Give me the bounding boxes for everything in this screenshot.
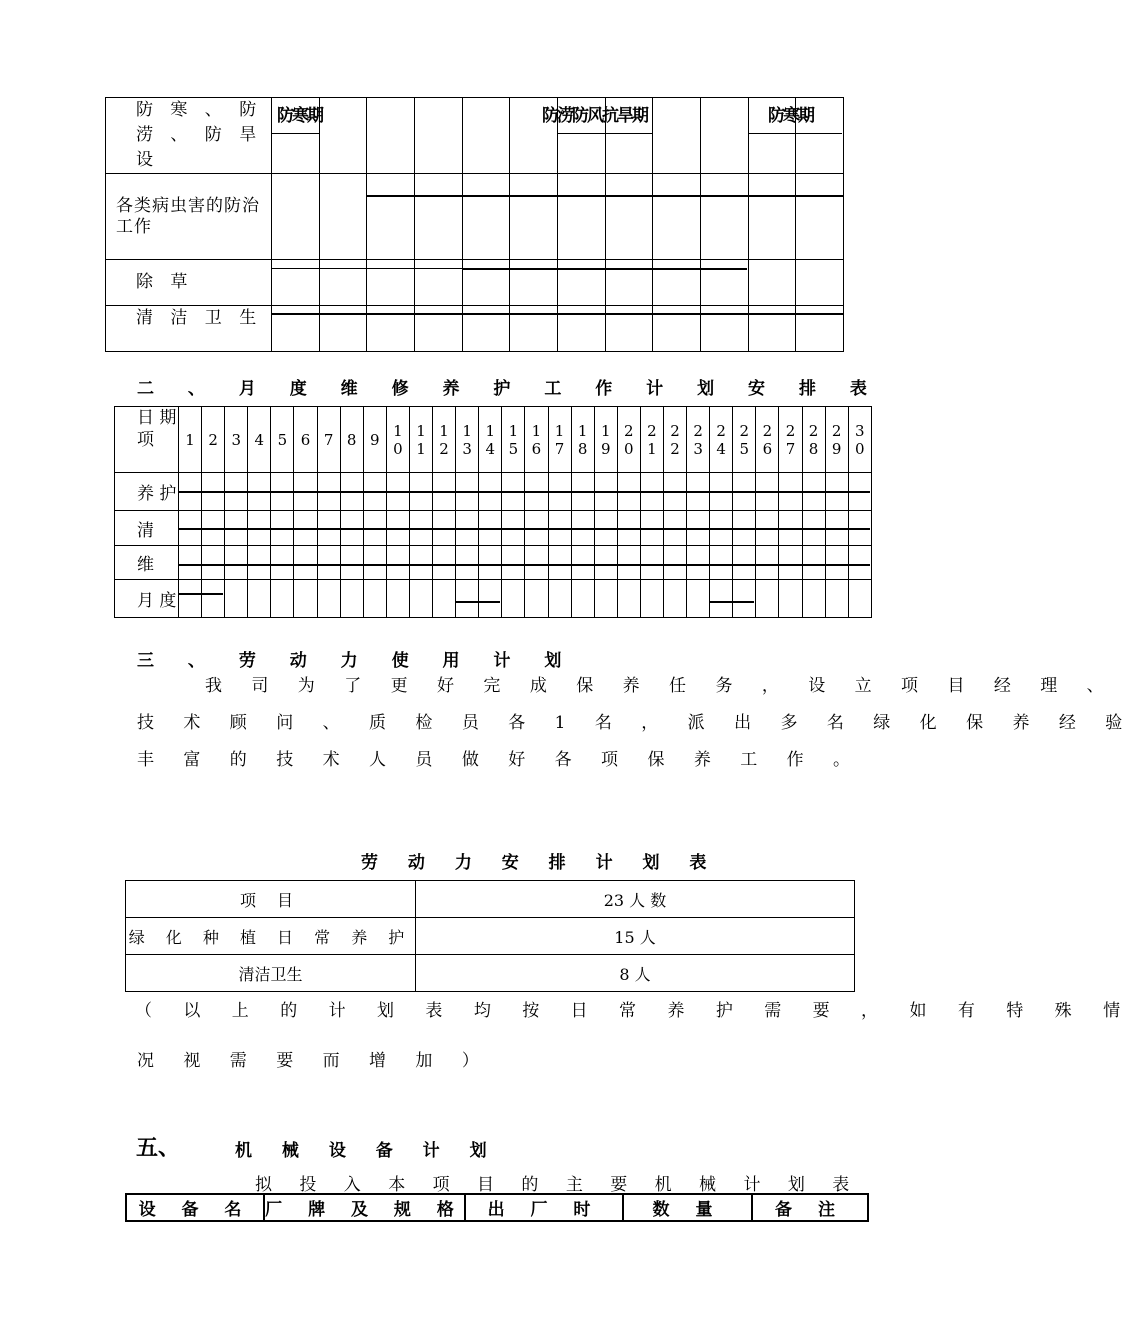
day-cell: 1 5 (502, 407, 525, 473)
schedule-bar-clean (178, 528, 870, 530)
schedule-bar-cleaning (272, 313, 843, 315)
header-date-item: 日 期 项 (115, 407, 179, 473)
monthly-schedule-table (114, 406, 872, 618)
labor-cell: 15 人 (416, 918, 855, 955)
row-label-monthly: 月 度 (115, 580, 179, 618)
day-cell: 2 1 (640, 407, 663, 473)
schedule-bar-weeding (462, 268, 747, 270)
day-cell: 2 8 (802, 407, 825, 473)
section-3-title: 三 、 劳 动 力 使 用 计 划 (137, 651, 576, 671)
day-cell: 1 8 (571, 407, 594, 473)
equipment-subtitle: 拟 投 入 本 项 目 的 主 要 机 械 计 划 表 (255, 1175, 861, 1195)
row-label-protection: 防 寒 、 防 涝 、 防 旱 设 (106, 98, 272, 174)
day-cell: 2 2 (663, 407, 686, 473)
equipment-header-note: 备 注 (752, 1194, 868, 1221)
period-label-flood: 防涝防风抗旱期 (542, 106, 647, 126)
paragraph-line: 技 术 顾 问 、 质 检 员 各 1 名 ， 派 出 多 名 绿 化 保 养 经 验 (137, 713, 1134, 733)
schedule-bar-monthly (455, 601, 500, 603)
equipment-header-qty: 数 量 (623, 1194, 752, 1221)
day-cell: 1 3 (456, 407, 479, 473)
schedule-bar-repair (178, 564, 870, 566)
day-cell: 6 (294, 407, 317, 473)
day-cell: 2 3 (687, 407, 710, 473)
schedule-bar (558, 133, 652, 134)
day-cell: 2 9 (825, 407, 848, 473)
period-label-winter-2: 防寒期 (768, 106, 813, 126)
labor-cell: 项 目 (126, 881, 416, 918)
day-cell: 8 (340, 407, 363, 473)
section-2-title: 二 、 月 度 维 修 养 护 工 作 计 划 安 排 表 (137, 379, 881, 399)
section-5-title: 机 械 设 备 计 划 (235, 1141, 499, 1161)
row-label-repair: 维 (115, 546, 179, 580)
day-cell: 5 (271, 407, 294, 473)
day-cell: 1 (179, 407, 202, 473)
day-cell: 4 (248, 407, 271, 473)
row-label-pest-control: 各类病虫害的防治工作 (106, 174, 272, 260)
labor-cell: 23 人 数 (416, 881, 855, 918)
day-cell: 1 9 (594, 407, 617, 473)
row-label-clean: 清 (115, 511, 179, 546)
row-label-maintenance: 养 护 (115, 473, 179, 511)
equipment-table (125, 1193, 869, 1222)
day-cell: 9 (363, 407, 386, 473)
row-label-weeding: 除 草 (106, 260, 272, 306)
day-cell: 1 4 (479, 407, 502, 473)
labor-cell: 绿 化 种 植 日 常 养 护 (126, 918, 416, 955)
schedule-bar-pest (367, 195, 843, 197)
equipment-header-year: 出 厂 时 (465, 1194, 623, 1221)
day-cell: 7 (317, 407, 340, 473)
labor-cell: 清洁卫生 (126, 955, 416, 992)
equipment-header-name: 设 备 名 (126, 1194, 264, 1221)
schedule-bar (748, 133, 842, 134)
schedule-bar-monthly (178, 593, 223, 595)
equipment-header-brand: 厂 牌 及 规 格 (264, 1194, 465, 1221)
paragraph-line: 我 司 为 了 更 好 完 成 保 养 任 务 ， 设 立 项 目 经 理 、 (205, 676, 1116, 696)
row-label-cleaning: 清 洁 卫 生 (106, 306, 272, 352)
section-5-number: 五、 (136, 1135, 181, 1161)
day-cell: 2 4 (710, 407, 733, 473)
schedule-bar-maintenance (178, 491, 870, 493)
day-cell: 1 6 (525, 407, 548, 473)
schedule-bar-monthly (709, 601, 754, 603)
day-cell: 1 2 (433, 407, 456, 473)
day-cell: 1 7 (548, 407, 571, 473)
note-line: 况 视 需 要 而 增 加 ） (137, 1051, 491, 1071)
day-cell: 2 5 (733, 407, 756, 473)
labor-cell: 8 人 (416, 955, 855, 992)
day-cell: 1 1 (409, 407, 432, 473)
period-label-winter-1: 防寒期 (277, 106, 322, 126)
day-cell: 2 (202, 407, 225, 473)
day-cell: 3 (225, 407, 248, 473)
paragraph-line: 丰 富 的 技 术 人 员 做 好 各 项 保 养 工 作 。 (137, 750, 863, 770)
day-cell: 2 6 (756, 407, 779, 473)
day-cell: 2 0 (617, 407, 640, 473)
note-line: （ 以 上 的 计 划 表 均 按 日 常 养 护 需 要 ， 如 有 特 殊 情 (135, 1001, 1134, 1021)
day-cell: 3 0 (848, 407, 871, 473)
labor-table-title: 劳 动 力 安 排 计 划 表 (361, 853, 719, 873)
day-cell: 1 0 (386, 407, 409, 473)
day-cell: 2 7 (779, 407, 802, 473)
schedule-bar (272, 133, 319, 134)
labor-table (125, 880, 855, 992)
